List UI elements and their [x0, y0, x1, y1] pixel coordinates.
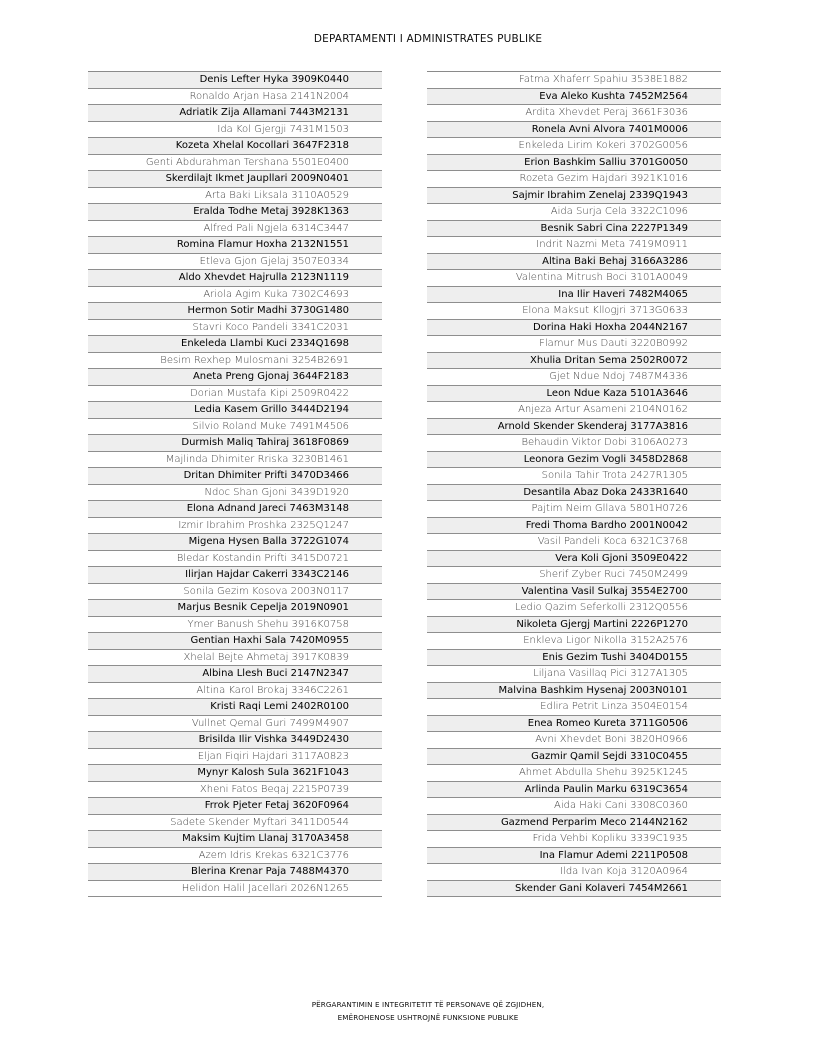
list-item: Leon Ndue Kaza 5101A3646: [427, 386, 721, 403]
list-item: Besnik Sabri Cina 2227P1349: [427, 221, 721, 238]
list-item: Ina Flamur Ademi 2211P0508: [427, 848, 721, 865]
list-item: Eva Aleko Kushta 7452M2564: [427, 89, 721, 106]
list-item: Valentina Mitrush Boci 3101A0049: [427, 270, 721, 287]
list-item: Gazmir Qamil Sejdi 3310C0455: [427, 749, 721, 766]
list-item: Gjet Ndue Ndoj 7487M4336: [427, 369, 721, 386]
list-item: Aida Surja Cela 3322C1096: [427, 204, 721, 221]
list-item: Valentina Vasil Sulkaj 3554E2700: [427, 584, 721, 601]
footer-line-2: EMËROHENOSE USHTROJNË FUNKSIONE PUBLIKE: [337, 1013, 519, 1022]
left-name-column: [88, 71, 382, 897]
list-item: Sajmir Ibrahim Zenelaj 2339Q1943: [427, 188, 721, 205]
list-item: Ariola Agim Kuka 7302C4693: [88, 287, 382, 304]
list-item: Pajtim Neim Gllava 5801H0726: [427, 501, 721, 518]
list-item: Dorina Haki Hoxha 2044N2167: [427, 320, 721, 337]
list-item: Nikoleta Gjergj Martini 2226P1270: [427, 617, 721, 634]
list-item: Arlinda Paulin Marku 6319C3654: [427, 782, 721, 799]
list-item: Altina Karol Brokaj 3346C2261: [88, 683, 382, 700]
list-item: Gazmend Perparim Meco 2144N2162: [427, 815, 721, 832]
list-item: Sonila Gezim Kosova 2003N0117: [88, 584, 382, 601]
list-item: Alfred Pali Ngjela 6314C3447: [88, 221, 382, 238]
list-item: Ardita Xhevdet Peraj 3661F3036: [427, 105, 721, 122]
list-item: Xhelal Bejte Ahmetaj 3917K0839: [88, 650, 382, 667]
list-item: Enkleva Ligor Nikolla 3152A2576: [427, 633, 721, 650]
list-item: Ahmet Abdulla Shehu 3925K1245: [427, 765, 721, 782]
list-item: Desantila Abaz Doka 2433R1640: [427, 485, 721, 502]
list-item: Maksim Kujtim Llanaj 3170A3458: [88, 831, 382, 848]
list-item: Ilirjan Hajdar Cakerri 3343C2146: [88, 567, 382, 584]
list-item: Indrit Nazmi Meta 7419M0911: [427, 237, 721, 254]
list-item: Izmir Ibrahim Proshka 2325Q1247: [88, 518, 382, 535]
list-item: Skender Gani Kolaveri 7454M2661: [427, 881, 721, 898]
footer: [0, 998, 816, 1024]
list-item: Kozeta Xhelal Kocollari 3647F2318: [88, 138, 382, 155]
list-item: Stavri Koco Pandeli 3341C2031: [88, 320, 382, 337]
list-item: Dritan Dhimiter Prifti 3470D3466: [88, 468, 382, 485]
list-item: Enis Gezim Tushi 3404D0155: [427, 650, 721, 667]
list-item: Arnold Skender Skenderaj 3177A3816: [427, 419, 721, 436]
list-item: Vullnet Qemal Guri 7499M4907: [88, 716, 382, 733]
list-item: Adriatik Zija Allamani 7443M2131: [88, 105, 382, 122]
list-item: Ledio Qazim Seferkolli 2312Q0556: [427, 600, 721, 617]
list-item: Ronela Avni Alvora 7401M0006: [427, 122, 721, 139]
list-item: Bledar Kostandin Prifti 3415D0721: [88, 551, 382, 568]
list-item: Ndoc Shan Gjoni 3439D1920: [88, 485, 382, 502]
page-title: DEPARTAMENTI I ADMINISTRATES PUBLIKE: [313, 33, 543, 45]
list-item: Fatma Xhaferr Spahiu 3538E1882: [427, 72, 721, 89]
list-item: Brisilda Ilir Vishka 3449D2430: [88, 732, 382, 749]
list-item: Altina Baki Behaj 3166A3286: [427, 254, 721, 271]
list-item: Besim Rexhep Mulosmani 3254B2691: [88, 353, 382, 370]
list-item: Erion Bashkim Salliu 3701G0050: [427, 155, 721, 172]
list-item: Aldo Xhevdet Hajrulla 2123N1119: [88, 270, 382, 287]
list-item: Avni Xhevdet Boni 3820H0966: [427, 732, 721, 749]
list-item: Ilda Ivan Koja 3120A0964: [427, 864, 721, 881]
list-item: Albina Llesh Buci 2147N2347: [88, 666, 382, 683]
list-item: Ronaldo Arjan Hasa 2141N2004: [88, 89, 382, 106]
list-item: Eljan Fiqiri Hajdari 3117A0823: [88, 749, 382, 766]
list-item: Frida Vehbi Kopliku 3339C1935: [427, 831, 721, 848]
list-item: Migena Hysen Balla 3722G1074: [88, 534, 382, 551]
list-item: Sadete Skender Myftari 3411D0544: [88, 815, 382, 832]
list-item: Ina Ilir Haveri 7482M4065: [427, 287, 721, 304]
list-item: Skerdilajt Ikmet Jaupllari 2009N0401: [88, 171, 382, 188]
list-item: Ledia Kasem Grillo 3444D2194: [88, 402, 382, 419]
list-item: Leonora Gezim Vogli 3458D2868: [427, 452, 721, 469]
list-item: Frrok Pjeter Fetaj 3620F0964: [88, 798, 382, 815]
list-item: Fredi Thoma Bardho 2001N0042: [427, 518, 721, 535]
list-item: Dorian Mustafa Kipi 2509R0422: [88, 386, 382, 403]
list-item: Enkeleda Llambi Kuci 2334Q1698: [88, 336, 382, 353]
list-item: Blerina Krenar Paja 7488M4370: [88, 864, 382, 881]
list-item: Enkeleda Lirim Kokeri 3702G0056: [427, 138, 721, 155]
list-item: Silvio Roland Muke 7491M4506: [88, 419, 382, 436]
list-item: Genti Abdurahman Tershana 5501E0400: [88, 155, 382, 172]
list-item: Xhulia Dritan Sema 2502R0072: [427, 353, 721, 370]
list-item: Mynyr Kalosh Sula 3621F1043: [88, 765, 382, 782]
list-item: Rozeta Gezim Hajdari 3921K1016: [427, 171, 721, 188]
list-item: Enea Romeo Kureta 3711G0506: [427, 716, 721, 733]
list-item: Anjeza Artur Asameni 2104N0162: [427, 402, 721, 419]
list-item: Etleva Gjon Gjelaj 3507E0334: [88, 254, 382, 271]
list-item: Majlinda Dhimiter Rriska 3230B1461: [88, 452, 382, 469]
list-item: Arta Baki Liksala 3110A0529: [88, 188, 382, 205]
list-item: Xheni Fatos Beqaj 2215P0739: [88, 782, 382, 799]
list-item: Romina Flamur Hoxha 2132N1551: [88, 237, 382, 254]
list-item: Aneta Preng Gjonaj 3644F2183: [88, 369, 382, 386]
list-item: Edlira Petrit Linza 3504E0154: [427, 699, 721, 716]
list-item: Azem Idris Krekas 6321C3776: [88, 848, 382, 865]
list-item: Eralda Todhe Metaj 3928K1363: [88, 204, 382, 221]
footer-line-1: PËRGARANTIMIN E INTEGRITETIT TË PERSONAVE QË ZGJIDHEN,: [311, 1000, 545, 1009]
list-item: Aida Haki Cani 3308C0360: [427, 798, 721, 815]
list-item: Flamur Mus Dauti 3220B0992: [427, 336, 721, 353]
list-item: Sonila Tahir Trota 2427R1305: [427, 468, 721, 485]
list-item: Behaudin Viktor Dobi 3106A0273: [427, 435, 721, 452]
right-name-column: [427, 71, 721, 897]
list-item: Liljana Vasillaq Pici 3127A1305: [427, 666, 721, 683]
list-item: Elona Adnand Jareci 7463M3148: [88, 501, 382, 518]
list-item: Durmish Maliq Tahiraj 3618F0869: [88, 435, 382, 452]
list-item: Elona Maksut Kllogjri 3713G0633: [427, 303, 721, 320]
list-item: Denis Lefter Hyka 3909K0440: [88, 72, 382, 89]
list-item: Ymer Banush Shehu 3916K0758: [88, 617, 382, 634]
list-item: Kristi Raqi Lemi 2402R0100: [88, 699, 382, 716]
list-item: Vera Koli Gjoni 3509E0422: [427, 551, 721, 568]
list-item: Marjus Besnik Cepelja 2019N0901: [88, 600, 382, 617]
list-item: Helidon Halil Jacellari 2026N1265: [88, 881, 382, 898]
list-item: Sherif Zyber Ruci 7450M2499: [427, 567, 721, 584]
list-item: Vasil Pandeli Koca 6321C3768: [427, 534, 721, 551]
list-item: Malvina Bashkim Hysenaj 2003N0101: [427, 683, 721, 700]
list-item: Hermon Sotir Madhi 3730G1480: [88, 303, 382, 320]
list-item: Gentian Haxhi Sala 7420M0955: [88, 633, 382, 650]
list-item: Ida Kol Gjergji 7431M1503: [88, 122, 382, 139]
